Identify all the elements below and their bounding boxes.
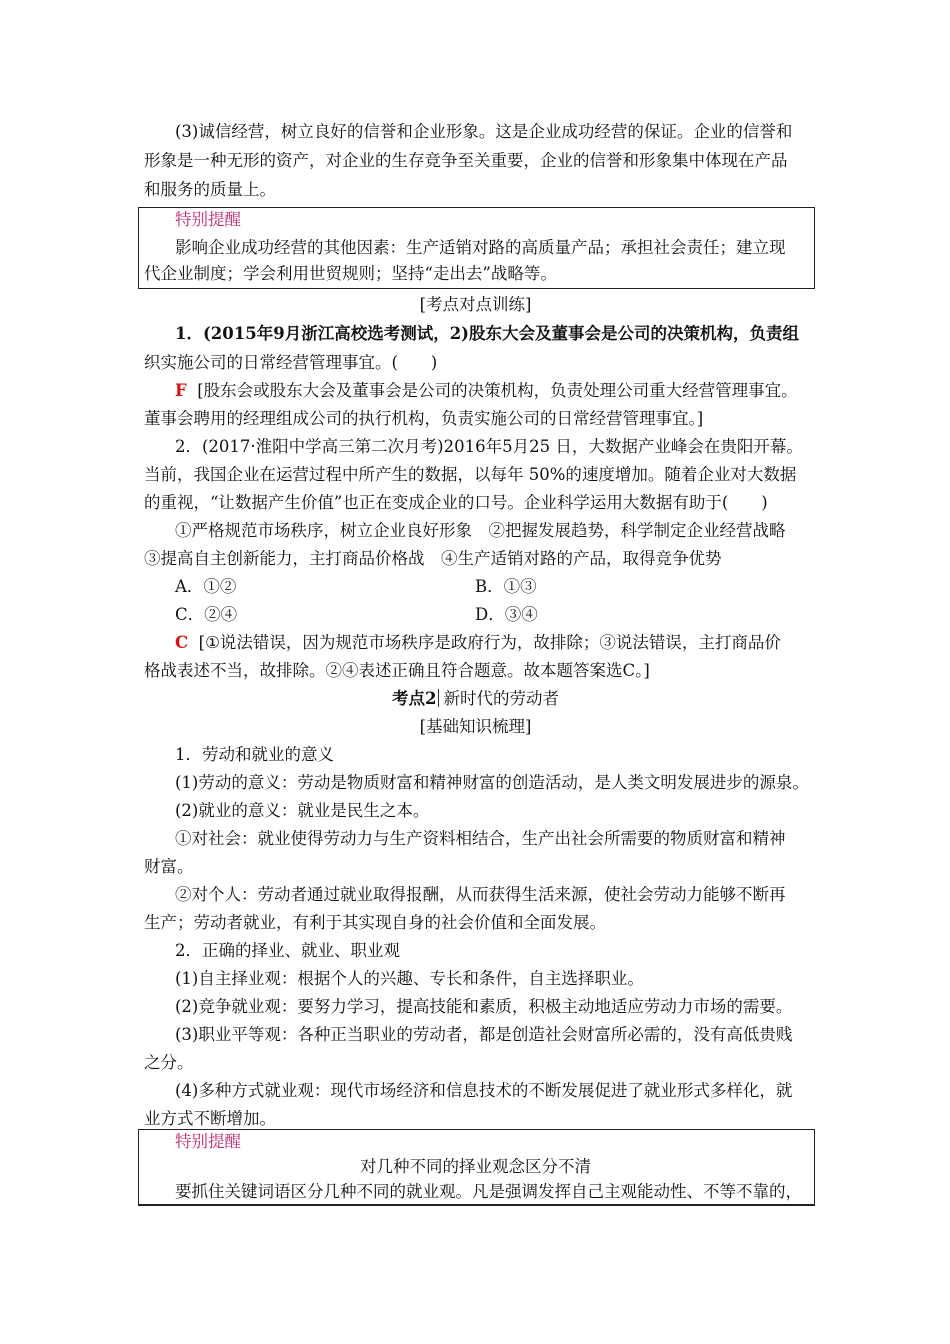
knowledge-line: 业方式不断增加。 — [144, 1109, 276, 1128]
knowledge-title: 1．劳动和就业的意义 — [175, 745, 334, 764]
option-line: ③提高自主创新能力，主打商品价格战 ④生产适销对路的产品，取得竞争优势 — [144, 549, 722, 568]
question-line: 当前，我国企业在运营过程中所产生的数据，以每年 50%的速度增加。随着企业对大数据 — [144, 465, 797, 484]
explanation: [股东会或股东大会及董事会是公司的决策机构，负责处理公司重大经营管理事宜。 — [197, 381, 798, 400]
question-line: 织实施公司的日常经营管理事宜。( ) — [144, 353, 438, 372]
knowledge-line: (3)职业平等观：各种正当职业的劳动者，都是创造社会财富所必需的，没有高低贵贱 — [175, 1025, 793, 1044]
question-line: 2．(2017·淮阳中学高三第二次月考)2016年5月25 日，大数据产业峰会在贵阳开幕。 — [175, 437, 803, 456]
tip-line: 代企业制度；学会利用世贸规则；坚持“走出去”战略等。 — [144, 264, 557, 283]
explanation-line: 格战表述不当，故排除。②④表述正确且符合题意。故本题答案选C。] — [144, 661, 650, 680]
answer-line — [175, 632, 781, 654]
choice-c: C．②④ — [175, 605, 238, 624]
question-line: 的重视，“让数据产生价值”也正在变成企业的口号。企业科学运用大数据有助于( ) — [144, 493, 768, 512]
explanation: [①说法错误，因为规范市场秩序是政府行为，故排除；③说法错误，主打商品价 — [198, 633, 781, 652]
section-subheading: [基础知识梳理] — [419, 717, 532, 736]
answer-mark: F — [175, 381, 187, 400]
intro-line: 形象是一种无形的资产，对企业的生存竞争至关重要，企业的信誉和形象集中体现在产品 — [144, 151, 788, 170]
section-heading: [考点对点训练] — [419, 295, 532, 314]
intro-line: (3)诚信经营，树立良好的信誉和企业形象。这是企业成功经营的保证。企业的信誉和 — [175, 122, 793, 141]
knowledge-line: (4)多种方式就业观：现代市场经济和信息技术的不断发展促进了就业形式多样化，就 — [175, 1081, 793, 1100]
separator — [438, 689, 439, 707]
answer-line — [175, 380, 798, 402]
knowledge-title: 2．正确的择业、就业、职业观 — [175, 941, 400, 960]
section-label: 考点2 — [392, 689, 437, 708]
tip-line: 影响企业成功经营的其他因素：生产适销对路的高质量产品；承担社会责任；建立现 — [175, 238, 786, 257]
knowledge-line: (1)劳动的意义：劳动是物质财富和精神财富的创造活动，是人类文明发展进步的源泉。 — [175, 773, 809, 792]
tip-line: 要抓住关键词语区分几种不同的就业观。凡是强调发挥自己主观能动性、不等不靠的， — [175, 1182, 802, 1201]
question-stem: 1．(2015年9月浙江高校选考测试，2)股东大会及董事会是公司的决策机构，负责组 — [175, 324, 799, 343]
knowledge-line: ①对社会：就业使得劳动力与生产资料相结合，生产出社会所需要的物质财富和精神 — [175, 829, 786, 848]
choice-a: A．①② — [175, 577, 237, 596]
knowledge-line: 财富。 — [144, 857, 194, 876]
choice-d: D．③④ — [475, 605, 538, 624]
section-name: 新时代的劳动者 — [443, 689, 559, 708]
question-line — [175, 323, 799, 345]
knowledge-line: ②对个人：劳动者通过就业取得报酬，从而获得生活来源，使社会劳动力能够不断再 — [175, 885, 786, 904]
explanation-line: 董事会聘用的经理组成公司的执行机构，负责实施公司的日常经营管理事宜。] — [144, 409, 704, 428]
knowledge-line: 生产；劳动者就业，有利于其实现自身的社会价值和全面发展。 — [144, 913, 606, 932]
answer-mark: C — [175, 633, 189, 652]
knowledge-line: (2)就业的意义：就业是民生之本。 — [175, 801, 430, 820]
section-title — [138, 688, 813, 710]
tip-title: 特别提醒 — [175, 1132, 241, 1151]
option-line: ①严格规范市场秩序，树立企业良好形象 ②把握发展趋势，科学制定企业经营战略 — [175, 521, 786, 540]
intro-line: 和服务的质量上。 — [144, 180, 276, 199]
knowledge-line: (1)自主择业观：根据个人的兴趣、专长和条件，自主选择职业。 — [175, 969, 644, 988]
tip-title: 特别提醒 — [175, 210, 241, 229]
knowledge-line: 之分。 — [144, 1053, 194, 1072]
choice-b: B．①③ — [475, 577, 537, 596]
knowledge-line: (2)竞争就业观：要努力学习，提高技能和素质，积极主动地适应劳动力市场的需要。 — [175, 997, 793, 1016]
tip-heading: 对几种不同的择业观念区分不清 — [360, 1157, 591, 1176]
